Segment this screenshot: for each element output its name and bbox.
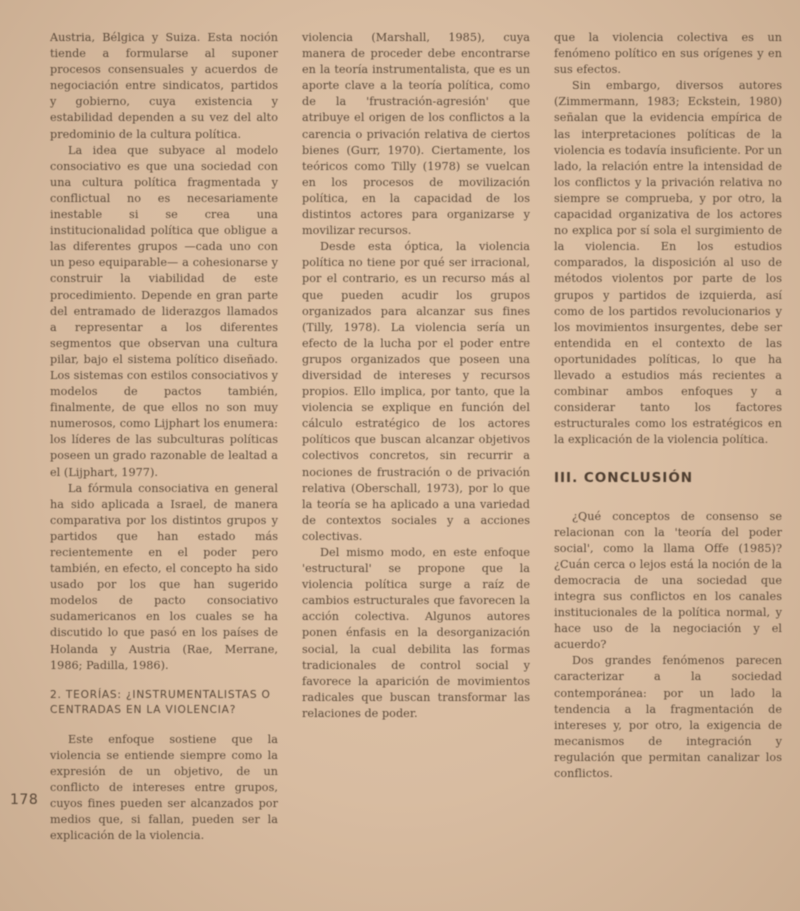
paragraph: Sin embargo, diversos autores (Zimmermann, 1983; Eckstein, 1980) señalan que la evidencia empírica de las interpretaciones políticas de la violencia es todavía insuficiente. Por un lado, la relación entre la intensidad de los conflictos y la privación relativa no siempre se comprueba, y por otro, la capacidad organizativa de los actores no explica por sí sola el surgimiento de la violencia. En los estudios comparados, la disposición al uso de métodos violentos por parte de los grupos y partidos de izquierda, así como de los partidos revolucionarios y los movimientos insurgentes, debe ser entendida en el contexto de las oportunidades políticas, lo que ha llevado a estudios más recientes a combinar ambos enfoques y a considerar tanto los factores estructurales como los estratégicos en la explicación de la violencia política. xyxy=(554,79,782,447)
text-column-2 xyxy=(302,30,530,890)
paragraph: ¿Qué conceptos de consenso se relacionan con la 'teoría del poder social', como la llama Offe (1985)? ¿Cuán cerca o lejos está la noción de la democracia de una sociedad que integra sus conflictos en los canales institucionales de la política normal, y hace uso de la negociación y el acuerdo? xyxy=(554,509,782,652)
subsection-heading: 2. TEORÍAS: ¿INSTRUMENTALISTAS O CENTRADAS EN LA VIOLENCIA? xyxy=(50,688,271,716)
section-heading-conclusion: III. CONCLUSIÓN xyxy=(554,470,694,487)
paragraph: Del mismo modo, en este enfoque 'estructural' se propone que la violencia política surge a raíz de cambios estructurales que favorecen la acción colectiva. Algunos autores ponen énfasis en la desorganización social, la cual debilita las formas tradicionales de control social y favorece la aparición de movimientos radicales que buscan transformar las relaciones de poder. xyxy=(302,546,530,720)
paragraph: Este enfoque sostiene que la violencia se entiende siempre como la expresión de un objetivo, de un conflicto de intereses entre grupos, cuyos fines pueden ser alcanzados por medios que, si fallan, pueden ser la explicación de la violencia. xyxy=(50,732,278,843)
text-column-3 xyxy=(554,30,782,890)
page-number: 178 xyxy=(10,792,39,808)
paragraph: La fórmula consociativa en general ha sido aplicada a Israel, de manera comparativa por los distintos grupos y partidos que han estado más recientemente en el poder pero también, en efecto, el concepto ha sido usado por los que han sugerido modelos de pacto consociativo sudamericanos en los cuales se ha discutido lo que pasó en los países de Holanda y Austria (Rae, Merrane, 1986; Padilla, 1986). xyxy=(50,481,278,672)
paragraph: Dos grandes fenómenos parecen caracterizar a la sociedad contemporánea: por un lado la tendencia a la fragmentación de intereses y, por otro, la exigencia de mecanismos de integración y regulación que permitan canalizar los conflictos. xyxy=(554,654,782,781)
paragraph: Desde esta óptica, la violencia política no tiene por qué ser irracional, por el contrario, es un recurso más al que pueden acudir los grupos organizados para alcanzar sus fines (Tilly, 1978). La violencia sería un efecto de la lucha por el poder entre grupos organizados que poseen una diversidad de intereses y recursos propios. Ello implica, por tanto, que la violencia se explique en función del cálculo estratégico de los actores políticos que buscan alcanzar objetivos colectivos concretos, sin recurrir a nociones de frustración o de privación relativa (Oberschall, 1973), por lo que la teoría se ha aplicado a una variedad de contextos sociales y a acciones colectivas. xyxy=(302,240,530,543)
text-column-1 xyxy=(50,30,278,890)
paragraph: La idea que subyace al modelo consociativo es que una sociedad con una cultura política fragmentada y conflictual no es necesariamente inestable si se crea una institucionalidad política que obligue a las diferentes grupos —cada uno con un peso equiparable— a cohesionarse y construir la viabilidad de este procedimiento. Depende en gran parte del entramado de liderazgos llamados a representar a los diferentes segmentos que observan una cultura pilar, bajo el sistema político diseñado. Los sistemas con estilos consociativos y modelos de pactos también, finalmente, de que ellos no son muy numerosos, como Lijphart los enumera: los líderes de las subculturas políticas poseen un grado razonable de lealtad a el (Lijphart, 1977). xyxy=(50,143,278,479)
paragraph: que la violencia colectiva es un fenómeno político en sus orígenes y en sus efectos. xyxy=(554,31,782,77)
paragraph: Austria, Bélgica y Suiza. Esta noción tiende a formularse al suponer procesos consensuales y acuerdos de negociación entre sindicatos, partidos y gobierno, cuya existencia y estabilidad dependen a su vez del alto predominio de la cultura política. xyxy=(50,31,278,141)
paragraph: violencia (Marshall, 1985), cuya manera de proceder debe encontrarse en la teoría instrumentalista, que es un aporte clave a la teoría política, como de la 'frustración-agresión' que atribuye el origen de los conflictos a la carencia o privación relativa de ciertos bienes (Gurr, 1970). Ciertamente, los teóricos como Tilly (1978) se vuelcan en los procesos de movilización política, en la capacidad de los distintos actores para organizarse y movilizar recursos. xyxy=(302,31,530,238)
